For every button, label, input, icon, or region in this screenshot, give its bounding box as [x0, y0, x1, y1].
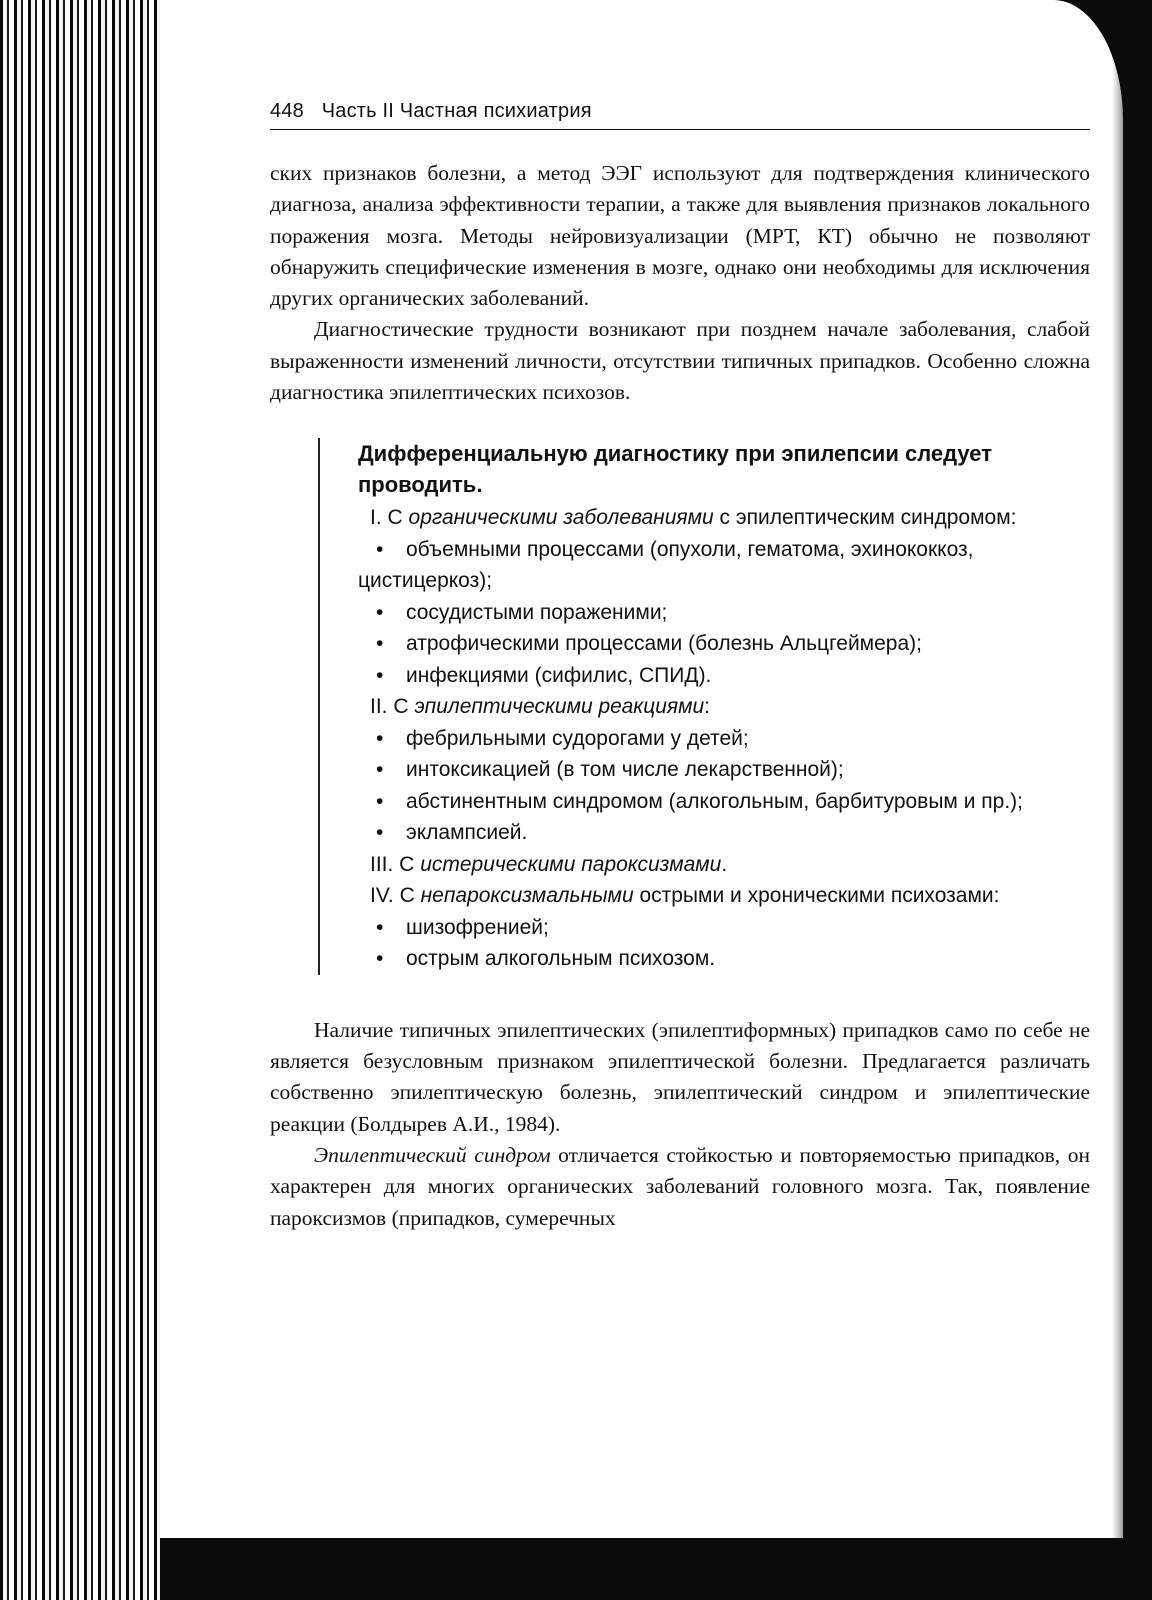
paragraph-text: отличается стойкостью и повторяемостью припадков, он характерен для многих органических заболеваний головного мозга. Так, появление пароксизмов (припадков, сумеречных	[270, 1143, 1090, 1230]
group-emphasis: эпилептическими реакциями	[414, 695, 705, 719]
list-item	[358, 660, 1058, 692]
page-edge-shadow	[1112, 0, 1152, 1600]
diagnosis-group-heading	[358, 502, 1058, 534]
list-item-text: острым алкогольным психозом.	[406, 947, 716, 971]
bullet-icon: •	[376, 947, 384, 971]
list-item	[358, 723, 1058, 755]
list-item-text: абстинентным синдромом (алкогольным, барбитуровым и пр.);	[406, 789, 1023, 813]
list-item-text: объемными процессами (опухоли, гематома, эхинококкоз, цистицеркоз);	[358, 537, 974, 593]
diagnosis-group-heading	[358, 849, 1058, 881]
paragraph	[270, 1140, 1090, 1234]
bullet-icon: •	[376, 821, 384, 845]
group-suffix: острыми и хроническими психозами:	[633, 884, 1000, 908]
box-title: Дифференциальную диагностику при эпилепсии следует проводить.	[358, 441, 993, 498]
bullet-icon: •	[376, 632, 384, 656]
list-item	[358, 628, 1058, 660]
group-suffix: .	[721, 852, 728, 876]
group-emphasis: органическими заболеваниями	[408, 506, 714, 530]
bullet-icon: •	[376, 726, 384, 750]
group-prefix: I. С	[370, 506, 409, 530]
differential-diagnosis-box	[318, 438, 1058, 975]
page-number: 448	[270, 100, 304, 122]
page-content	[270, 100, 1090, 1234]
list-item	[358, 597, 1058, 629]
group-suffix: :	[704, 695, 711, 719]
bullet-icon: •	[376, 758, 384, 782]
bullet-icon: •	[376, 663, 384, 687]
diagnosis-groups	[358, 502, 1058, 975]
list-item-text: фебрильными судорогами у детей;	[406, 726, 749, 750]
term-emphasis: Эпилептический синдром	[314, 1143, 551, 1168]
group-prefix: IV. С	[370, 884, 421, 908]
group-suffix: с эпилептическим синдромом:	[713, 506, 1017, 530]
list-item	[358, 943, 1058, 975]
list-item-text: эклампсией.	[406, 821, 528, 845]
paragraph: ских признаков болезни, а метод ЭЭГ используют для подтверждения клинического диагноза, анализа эффективности терапии, а также для выявления признаков локального поражения мозга. Методы нейровизуализации (МРТ, КТ) обычно не позволяют обнаружить специфические изменения в мозге, однако они необходимы для исключения других органических заболеваний.	[270, 161, 1090, 311]
paragraph: Наличие типичных эпилептических (эпилептиформных) припадков само по себе не является безусловным признаком эпилептической болезни. Предлагается различать собственно эпилептическую болезнь, эпилептический синдром и эпилептические реакции (Болдырев А.И., 1984).	[270, 1017, 1090, 1136]
bullet-icon: •	[376, 600, 384, 624]
diagnosis-group-heading	[358, 691, 1058, 723]
list-item	[358, 534, 1058, 597]
list-item	[358, 912, 1058, 944]
list-item-text: сосудистыми пораженими;	[406, 600, 668, 624]
list-item-text: интоксикацией (в том числе лекарственной);	[406, 758, 844, 782]
bullet-icon: •	[376, 789, 384, 813]
bullet-icon: •	[376, 915, 384, 939]
list-item-text: шизофренией;	[406, 915, 549, 939]
group-emphasis: истерическими пароксизмами	[420, 852, 722, 876]
list-item	[358, 817, 1058, 849]
running-title: Часть II Частная психиатрия	[321, 100, 592, 122]
book-page-edges	[0, 0, 160, 1600]
paragraph: Диагностические трудности возникают при позднем начале заболевания, слабой выраженности изменений личности, отсутствии типичных припадков. Особенно сложна диагностика эпилептических психозов.	[270, 317, 1090, 405]
group-prefix: II. С	[370, 695, 415, 719]
list-item	[358, 754, 1058, 786]
group-prefix: III. С	[370, 852, 421, 876]
list-item-text: инфекциями (сифилис, СПИД).	[406, 663, 712, 687]
list-item-text: атрофическими процессами (болезнь Альцгеймера);	[406, 632, 922, 656]
group-emphasis: непароксизмальными	[420, 884, 634, 908]
list-item	[358, 786, 1058, 818]
bullet-icon: •	[376, 537, 384, 561]
running-head	[270, 100, 1090, 130]
diagnosis-group-heading	[358, 880, 1058, 912]
